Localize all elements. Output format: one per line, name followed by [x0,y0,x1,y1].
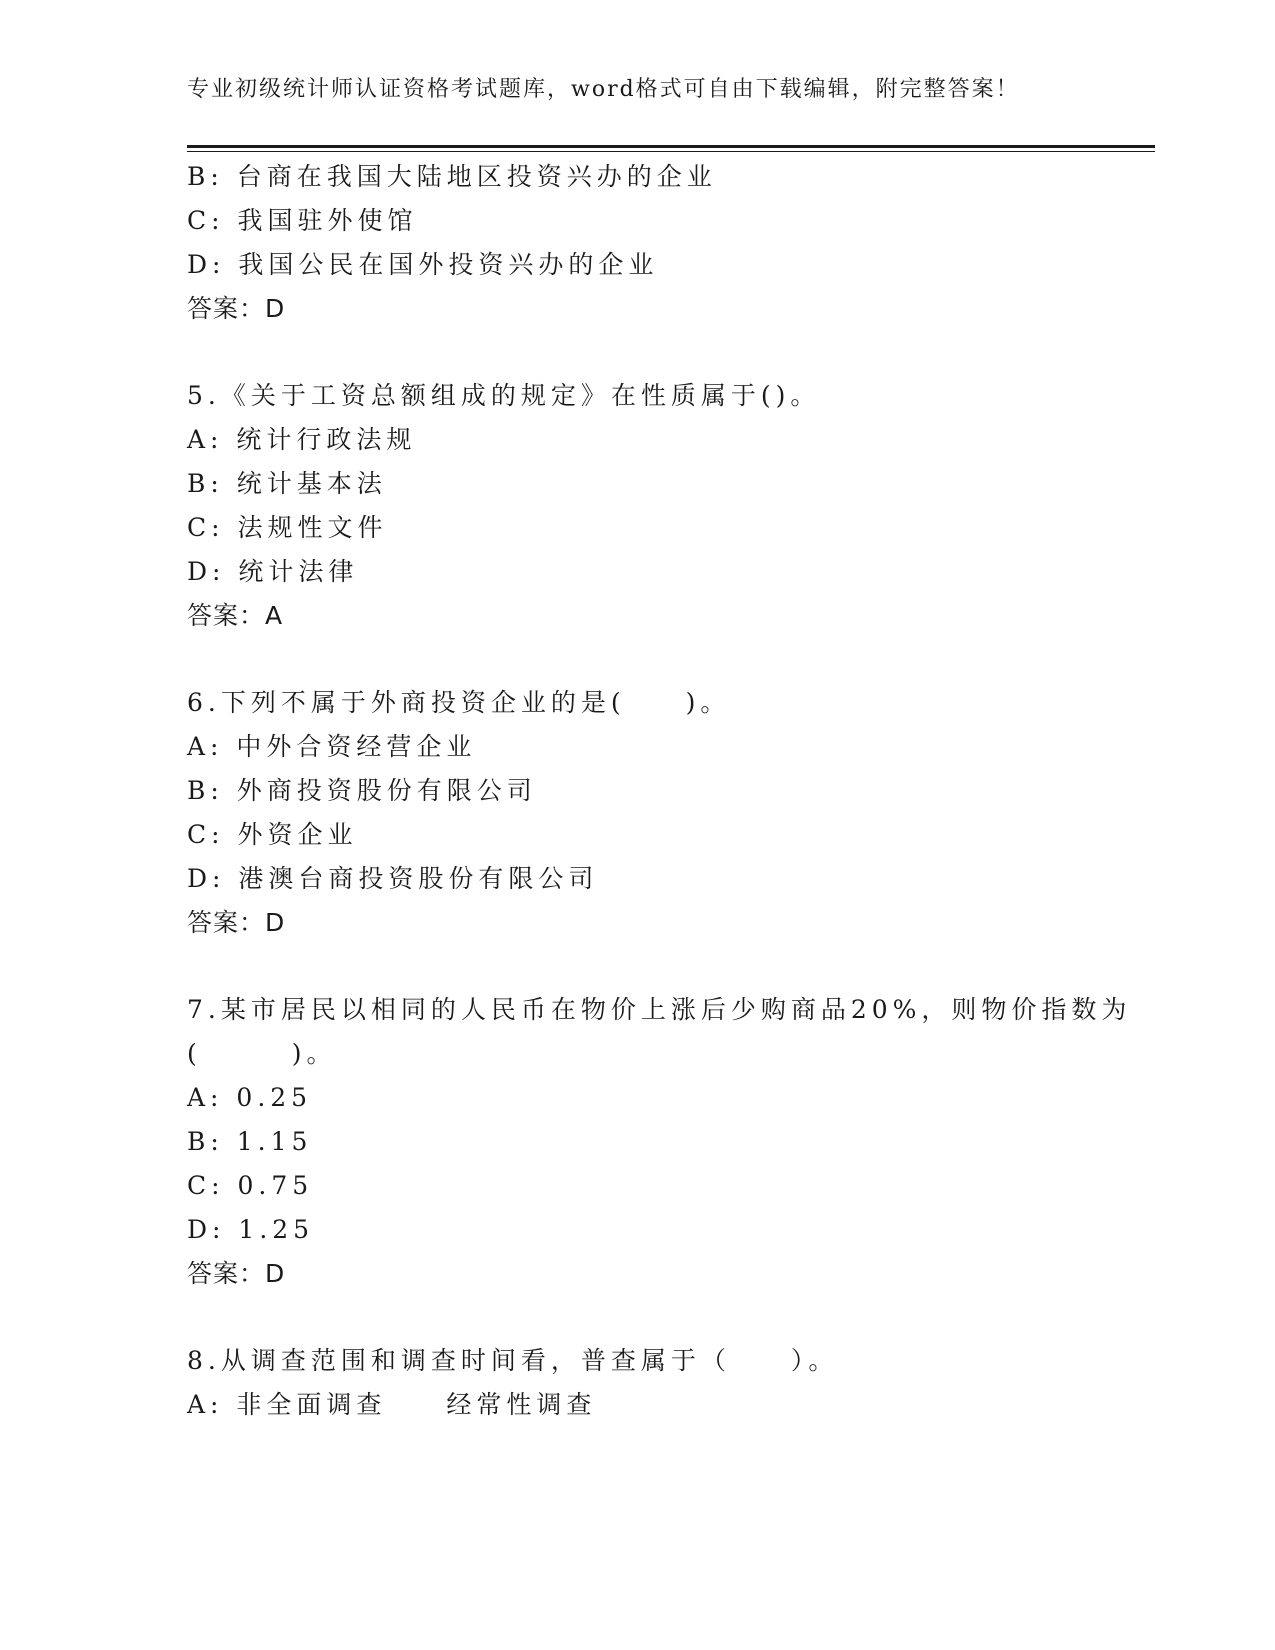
q5-answer: 答案：A [187,601,284,630]
header-rule-thick [187,145,1155,148]
q7-question-cont: ( )。 [187,1039,337,1068]
q7-option-d: D: 1.25 [187,1215,315,1244]
q4-option-c: C: 我国驻外使馆 [187,206,418,235]
q6-answer: 答案：D [187,908,286,937]
q8-option-a: A: 非全面调查 经常性调查 [187,1390,597,1419]
q5-option-c: C: 法规性文件 [187,513,388,542]
q6-question: 6.下列不属于外商投资企业的是( )。 [187,688,731,717]
q6-option-b: B: 外商投资股份有限公司 [187,776,537,805]
q7-option-c: C: 0.75 [187,1171,314,1200]
q5-question: 5.《关于工资总额组成的规定》在性质属于()。 [187,381,821,410]
header-rule-thin [187,151,1155,152]
q8-question: 8.从调查范围和调查时间看，普查属于（ ）。 [187,1346,839,1375]
q7-option-b: B: 1.15 [187,1127,313,1156]
q6-option-d: D: 港澳台商投资股份有限公司 [187,864,599,893]
q4-option-b: B: 台商在我国大陆地区投资兴办的企业 [187,162,717,191]
q7-answer: 答案：D [187,1259,286,1288]
q6-option-c: C: 外资企业 [187,820,358,849]
q7-option-a: A: 0.25 [187,1083,313,1112]
q4-answer: 答案：D [187,294,286,323]
q7-question: 7.某市居民以相同的人民币在物价上涨后少购商品20%，则物价指数为 [187,995,1132,1024]
q6-option-a: A: 中外合资经营企业 [187,732,477,761]
q5-option-d: D: 统计法律 [187,557,359,586]
q5-option-b: B: 统计基本法 [187,469,387,498]
page-header: 专业初级统计师认证资格考试题库，word格式可自由下载编辑，附完整答案！ [187,77,1020,102]
q4-option-d: D: 我国公民在国外投资兴办的企业 [187,250,659,279]
q5-option-a: A: 统计行政法规 [187,425,417,454]
